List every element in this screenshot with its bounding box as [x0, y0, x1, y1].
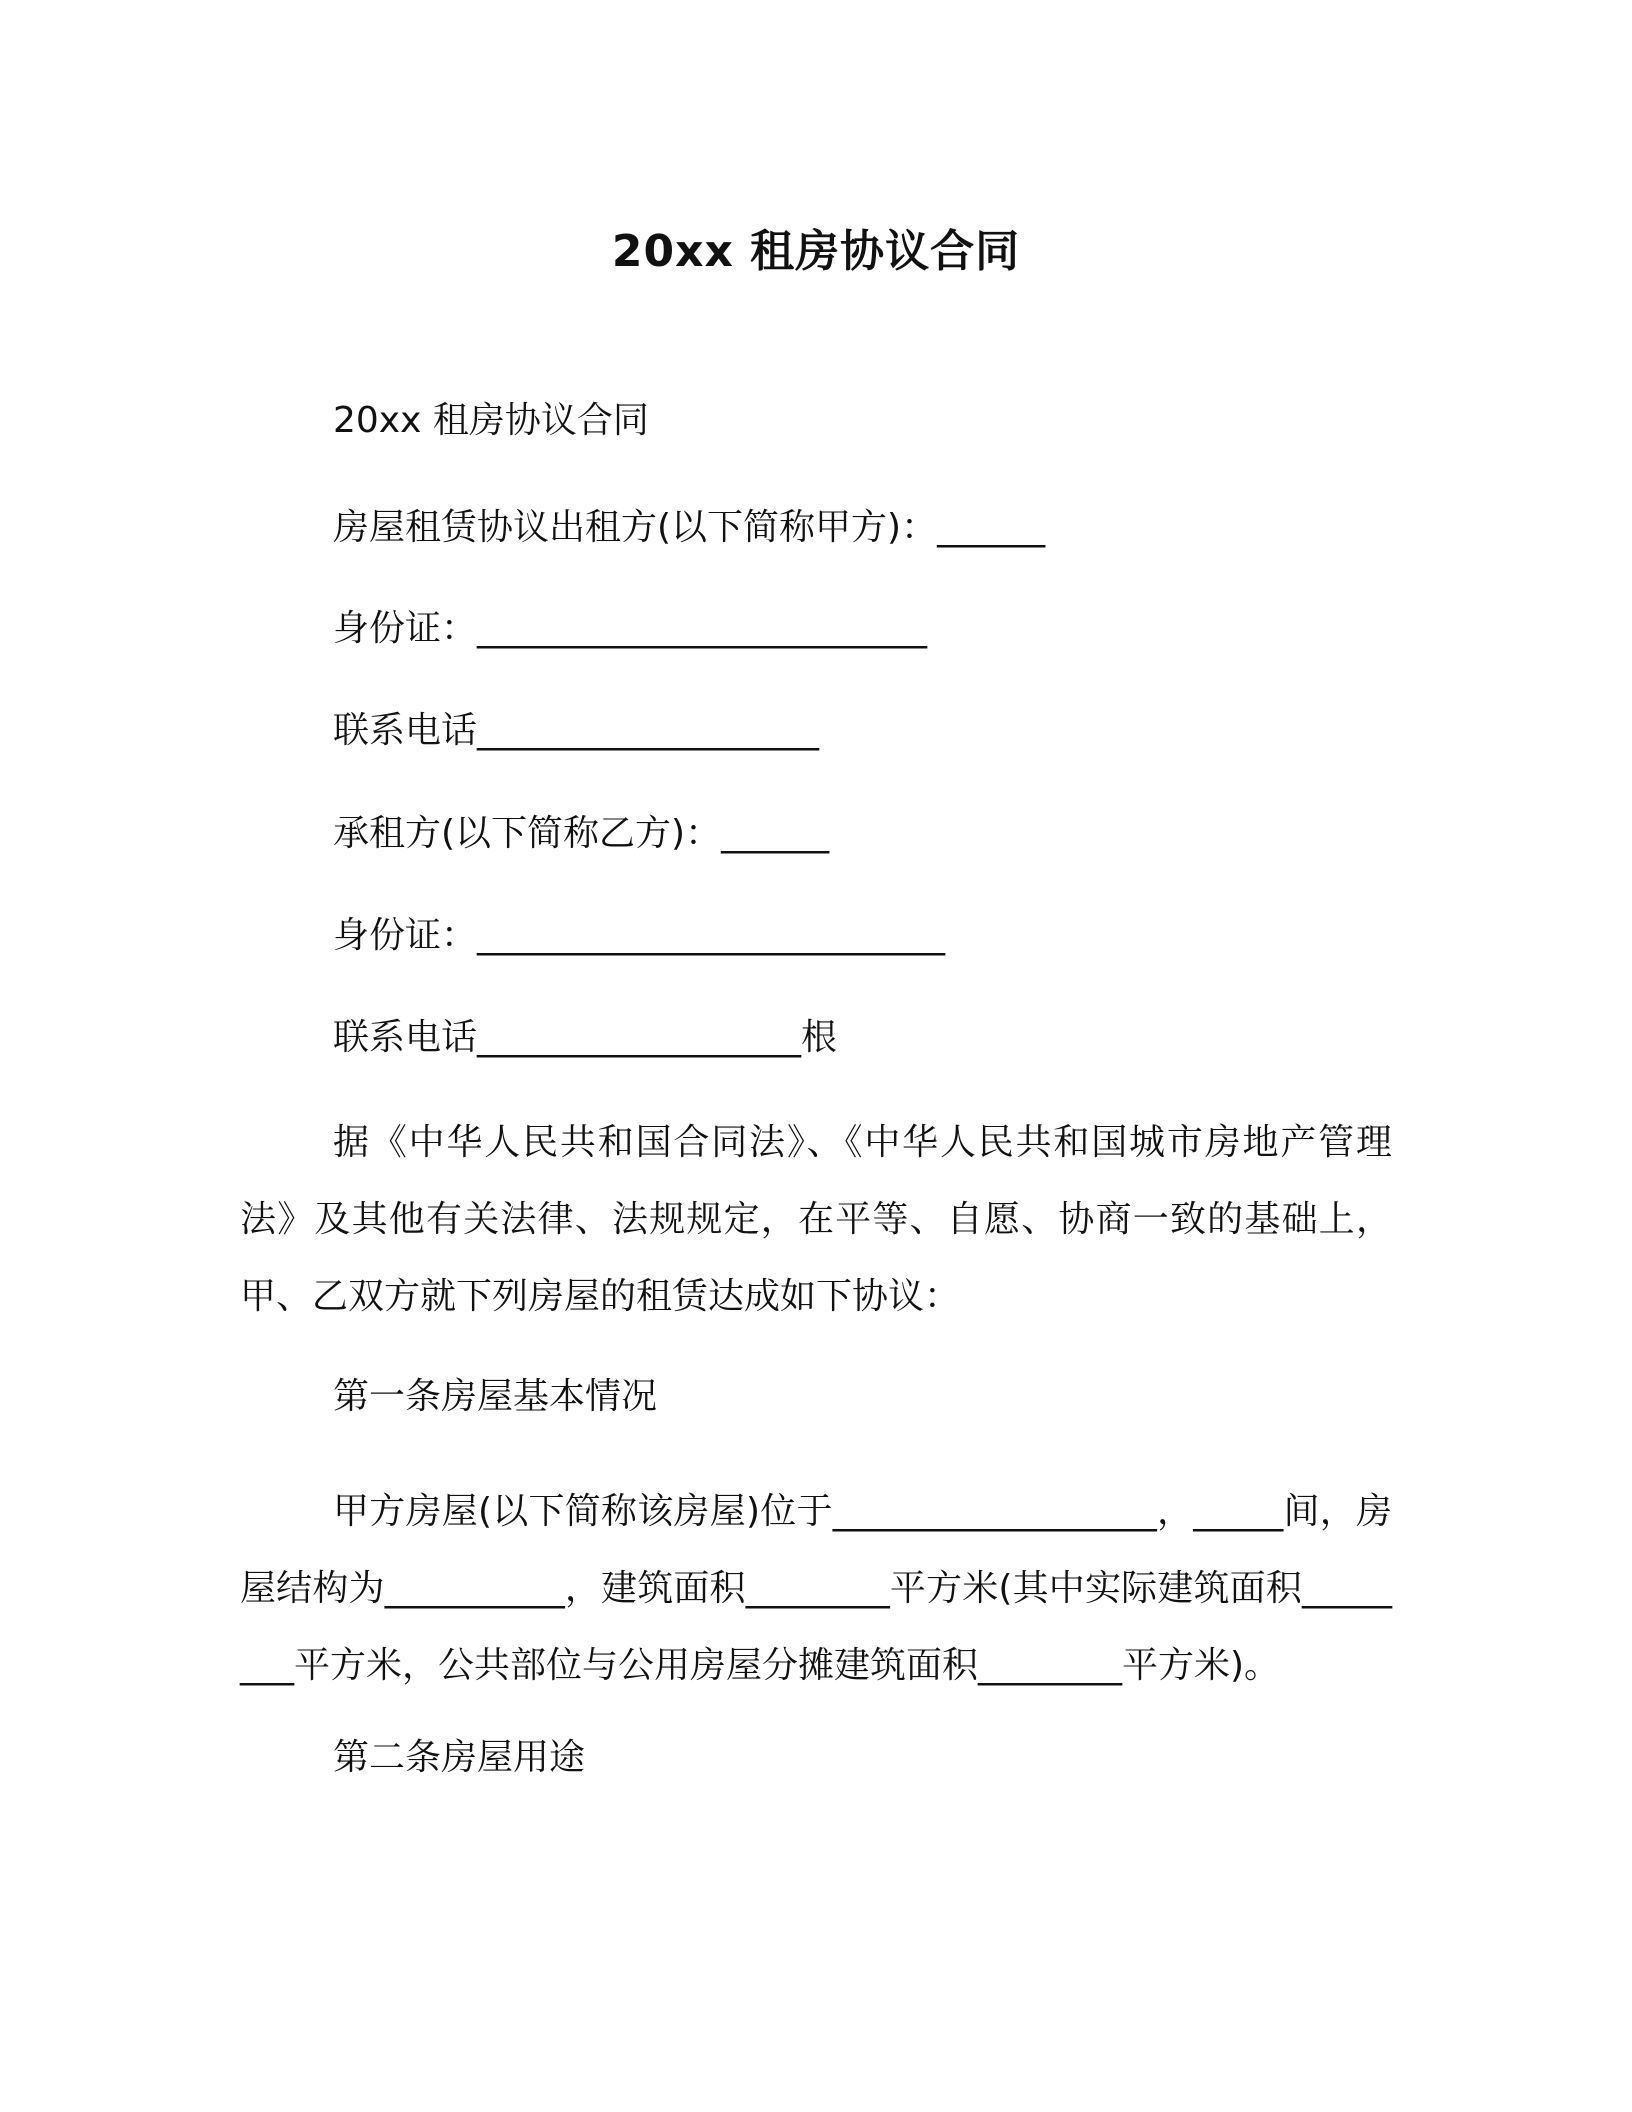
lessee-id-line: 身份证：__________________________ [333, 915, 946, 956]
lessee-phone-line: 联系电话__________________根 [333, 1017, 838, 1058]
article-2-heading: 第二条房屋用途 [333, 1737, 586, 1778]
subtitle-line: 20xx 租房协议合同 [333, 400, 649, 441]
preamble-paragraph: 据《中华人民共和国合同法》、《中华人民共和国城市房地产管理法》及其他有关法律、法规规定，在平等、自愿、协商一致的基础上，甲、乙双方就下列房屋的租赁达成如下协议： [240, 1122, 1392, 1317]
article-1-body: 甲方房屋(以下简称该房屋)位于__________________，_____间，房屋结构为__________，建筑面积________平方米(其中实际建筑面积________平方米，公共部位与公用房屋分摊建筑面积________平方米)。 [240, 1491, 1392, 1686]
lessee-line: 承租方(以下简称乙方)：______ [333, 813, 830, 854]
document-title: 20xx 租房协议合同 [611, 226, 1021, 277]
lessor-phone-line: 联系电话___________________ [333, 710, 820, 751]
article-1-heading: 第一条房屋基本情况 [333, 1376, 658, 1417]
lessor-line: 房屋租赁协议出租方(以下简称甲方)：______ [333, 507, 1046, 548]
lessor-id-line: 身份证：_________________________ [333, 608, 928, 649]
